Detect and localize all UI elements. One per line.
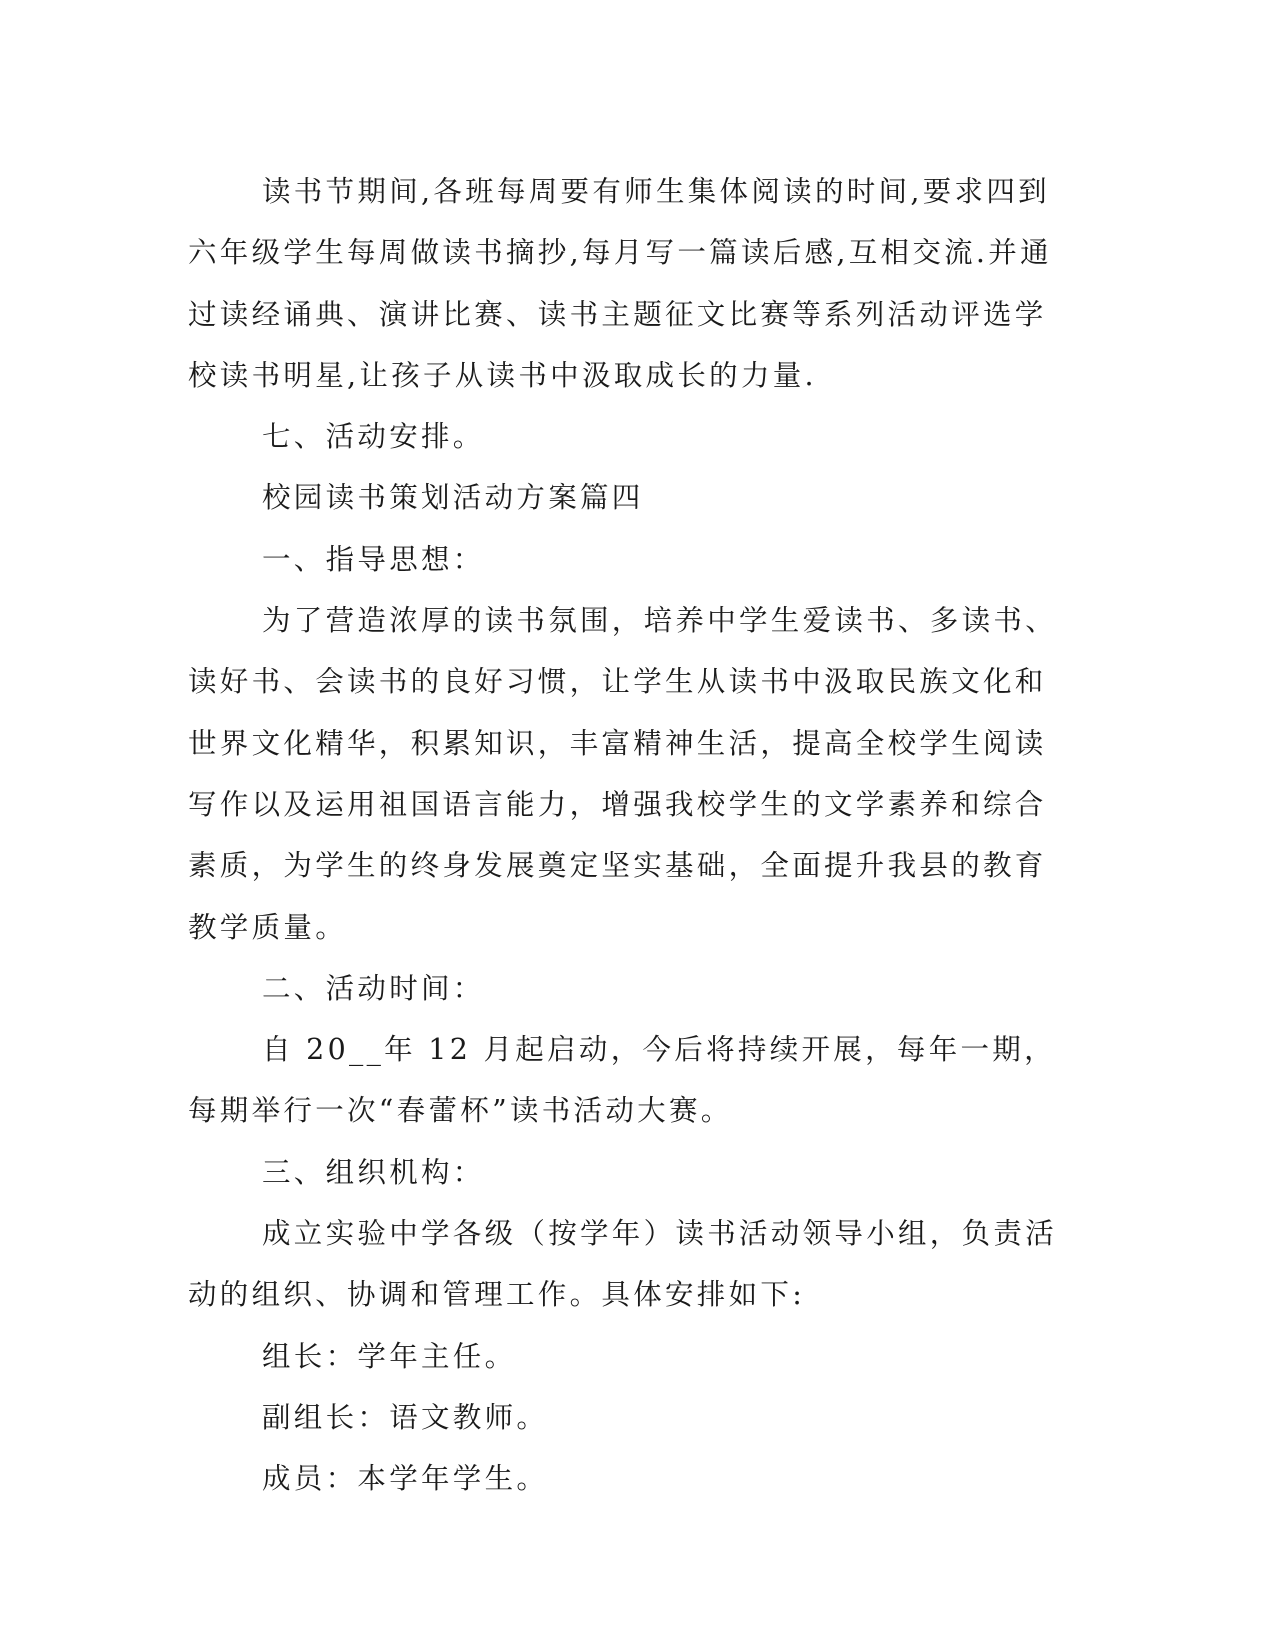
- heading-activity-arrangement: 七、活动安排。: [262, 420, 485, 454]
- line-members: 成员：本学年学生。: [262, 1462, 549, 1496]
- heading-guiding-ideology: 一、指导思想：: [262, 542, 485, 576]
- line-deputy-leader: 副组长：语文教师。: [262, 1400, 549, 1434]
- section-title-plan-four: 校园读书策划活动方案篇四: [262, 481, 644, 515]
- paragraph-reading-festival: 读书节期间,各班每周要有师生集体阅读的时间,要求四到六年级学生每周做读书摘抄,每月写一篇读后感,互相交流.并通过读经诵典、演讲比赛、读书主题征文比赛等系列活动评选学校读书明星,让孩子从读书中汲取成长的力量.: [188, 175, 1052, 392]
- heading-activity-time: 二、活动时间：: [262, 971, 485, 1005]
- paragraph-organization: 成立实验中学各级（按学年）读书活动领导小组，负责活动的组织、协调和管理工作。具体安排如下:: [188, 1217, 1058, 1312]
- line-group-leader: 组长：学年主任。: [262, 1339, 517, 1373]
- document-body: [188, 161, 1078, 1510]
- heading-organization: 三、组织机构：: [262, 1155, 485, 1189]
- paragraph-guiding-ideology: 为了营造浓厚的读书氛围，培养中学生爱读书、多读书、读好书、会读书的良好习惯，让学生从读书中汲取民族文化和世界文化精华，积累知识，丰富精神生活，提高全校学生阅读写作以及运用祖国语言能力，增强我校学生的文学素养和综合素质，为学生的终身发展奠定坚实基础，全面提升我县的教育教学质量。: [188, 604, 1058, 944]
- paragraph-activity-time: 自 20__年 12 月起启动，今后将持续开展，每年一期，每期举行一次“春蕾杯”读书活动大赛。: [188, 1033, 1056, 1128]
